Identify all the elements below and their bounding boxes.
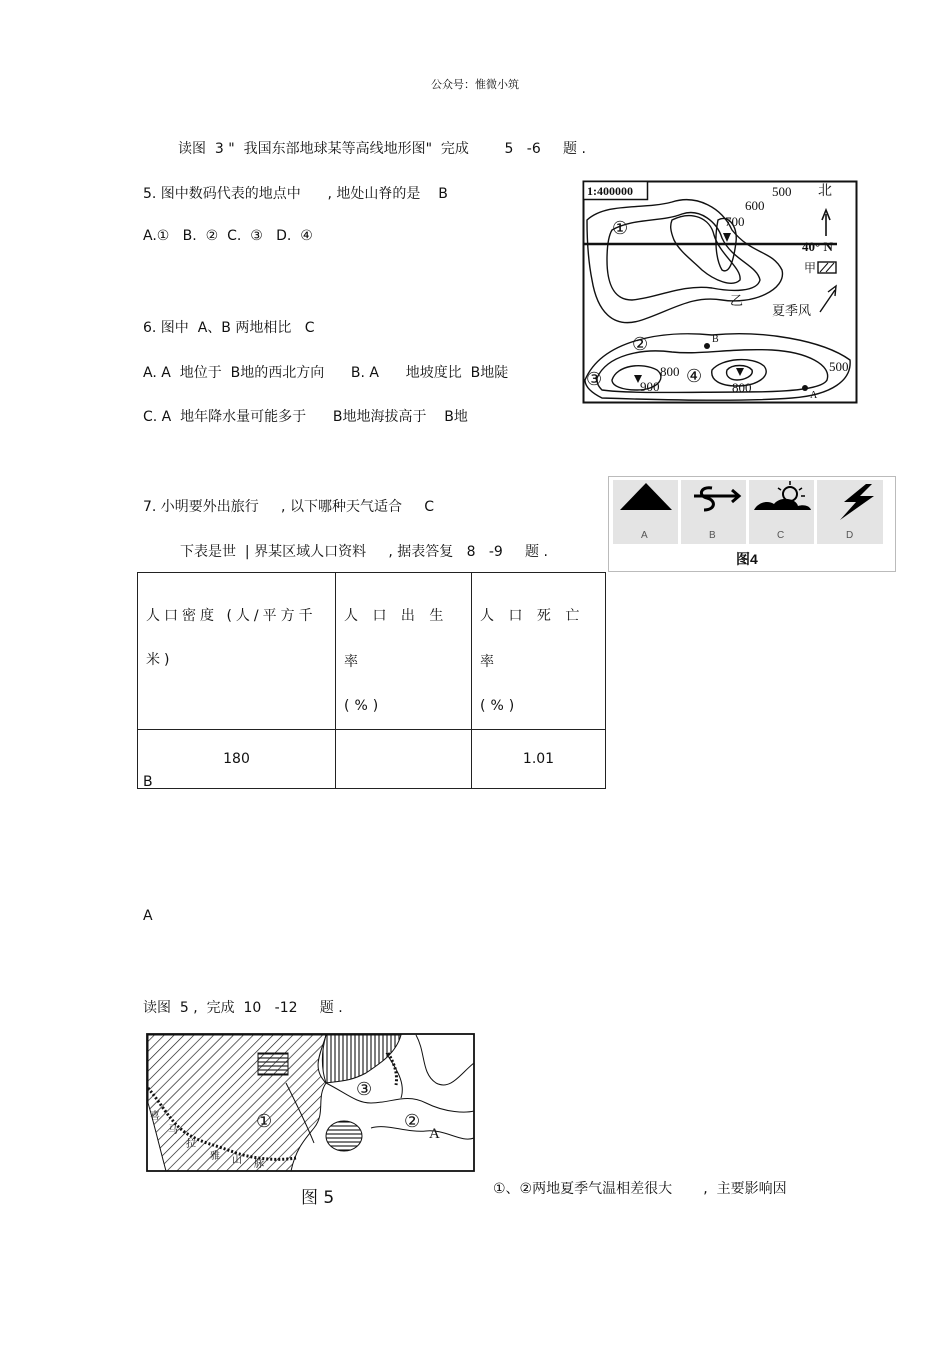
contour-map-figure bbox=[582, 180, 858, 404]
marker-3: ③ bbox=[586, 369, 603, 389]
q5-stem: 5. 图中数码代表的地点中 , 地处山脊的是 B bbox=[143, 186, 448, 202]
region-map-figure bbox=[146, 1033, 476, 1175]
table-row bbox=[138, 730, 606, 789]
intro-table: 下表是世 | 界某区域人口资料 , 据表答复 8 -9 题 . bbox=[180, 544, 548, 560]
north-label: 北 bbox=[818, 184, 832, 199]
symbol-label-a: A bbox=[641, 530, 648, 541]
marker-4: ④ bbox=[686, 366, 703, 386]
map-scale: 1:400000 bbox=[587, 184, 633, 198]
table-header-death bbox=[472, 573, 606, 730]
fig5-point-a: A bbox=[429, 1126, 440, 1142]
contour-800-left: 800 bbox=[660, 364, 680, 379]
mountain-char-2: 马 bbox=[168, 1125, 178, 1136]
q6-options-cd: C. A 地年降水量可能多于 B地地海拔高于 B地 bbox=[143, 409, 468, 425]
density-value: 180 bbox=[138, 730, 336, 789]
latitude-label: 40° N bbox=[802, 239, 833, 254]
q6-options-ab: A. A 地位于 B地的西北方向 B. A 地坡度比 B地陡 bbox=[143, 365, 509, 381]
legend-jia: 甲 bbox=[804, 261, 817, 275]
fig5-marker-1: ① bbox=[256, 1111, 273, 1131]
contour-500-right: 500 bbox=[829, 359, 849, 374]
density-label-line1: 人口密度 (人/平方千 bbox=[146, 608, 317, 624]
page-header: 公众号：惟微小筑 bbox=[431, 78, 519, 91]
birth-value bbox=[336, 730, 472, 789]
summer-wind-label: 夏季风 bbox=[772, 303, 812, 318]
fig5-marker-3: ③ bbox=[356, 1079, 373, 1099]
q10-stem: ①、②两地夏季气温相差很大 , 主要影响因 bbox=[493, 1181, 787, 1197]
figure4-caption: 图4 bbox=[736, 551, 758, 567]
table-header-birth bbox=[336, 573, 472, 730]
symbol-label-b: B bbox=[709, 530, 716, 541]
mountain-char-6: 脉 bbox=[254, 1159, 264, 1170]
birth-label-line1: 人 口 出 生 率 bbox=[344, 608, 449, 670]
death-label-line2: (%) bbox=[480, 698, 520, 714]
marker-1: ① bbox=[612, 218, 629, 238]
mountain-char-5: 山 bbox=[232, 1155, 242, 1166]
mountain-char-4: 雅 bbox=[210, 1151, 220, 1162]
q5-options: A.① B. ② C. ③ D. ④ bbox=[143, 228, 313, 244]
answer-b: B bbox=[143, 774, 153, 790]
q7-stem: 7. 小明要外出旅行 , 以下哪种天气适合 C bbox=[143, 499, 434, 515]
table-header-density bbox=[138, 573, 336, 730]
symbol-label-c: C bbox=[777, 530, 785, 541]
death-value: 1.01 bbox=[472, 730, 606, 789]
mountain-char-1: 喜 bbox=[150, 1111, 160, 1122]
q6-stem: 6. 图中 A、B 两地相比 C bbox=[143, 320, 315, 336]
table-row bbox=[138, 573, 606, 730]
birth-label-line2: (%) bbox=[344, 698, 384, 714]
marker-2: ② bbox=[632, 334, 649, 354]
fig5-marker-2: ② bbox=[404, 1111, 421, 1131]
answer-a: A bbox=[143, 908, 153, 924]
death-label-line1: 人 口 死 亡 率 bbox=[480, 608, 585, 670]
intro-fig3: 读图 3 " 我国东部地球某等高线地形图" 完成 5 -6 题 . bbox=[178, 141, 586, 157]
contour-900: 900 bbox=[640, 379, 660, 394]
weather-symbols-figure bbox=[608, 476, 896, 572]
density-label-line2: 米) bbox=[146, 652, 174, 668]
contour-500-top: 500 bbox=[772, 184, 792, 199]
population-table bbox=[137, 572, 606, 789]
point-a-label: A bbox=[810, 390, 818, 401]
intro-fig5: 读图 5 , 完成 10 -12 题 . bbox=[143, 1000, 343, 1016]
contour-600: 600 bbox=[745, 198, 765, 213]
label-yi: 乙 bbox=[730, 293, 744, 308]
figure5-caption: 图 5 bbox=[301, 1188, 335, 1208]
point-b-label: B bbox=[712, 334, 719, 345]
mountain-char-3: 拉 bbox=[186, 1139, 196, 1150]
contour-700: 700 bbox=[725, 214, 745, 229]
contour-800-right: 800 bbox=[732, 380, 752, 395]
symbol-label-d: D bbox=[846, 530, 854, 541]
